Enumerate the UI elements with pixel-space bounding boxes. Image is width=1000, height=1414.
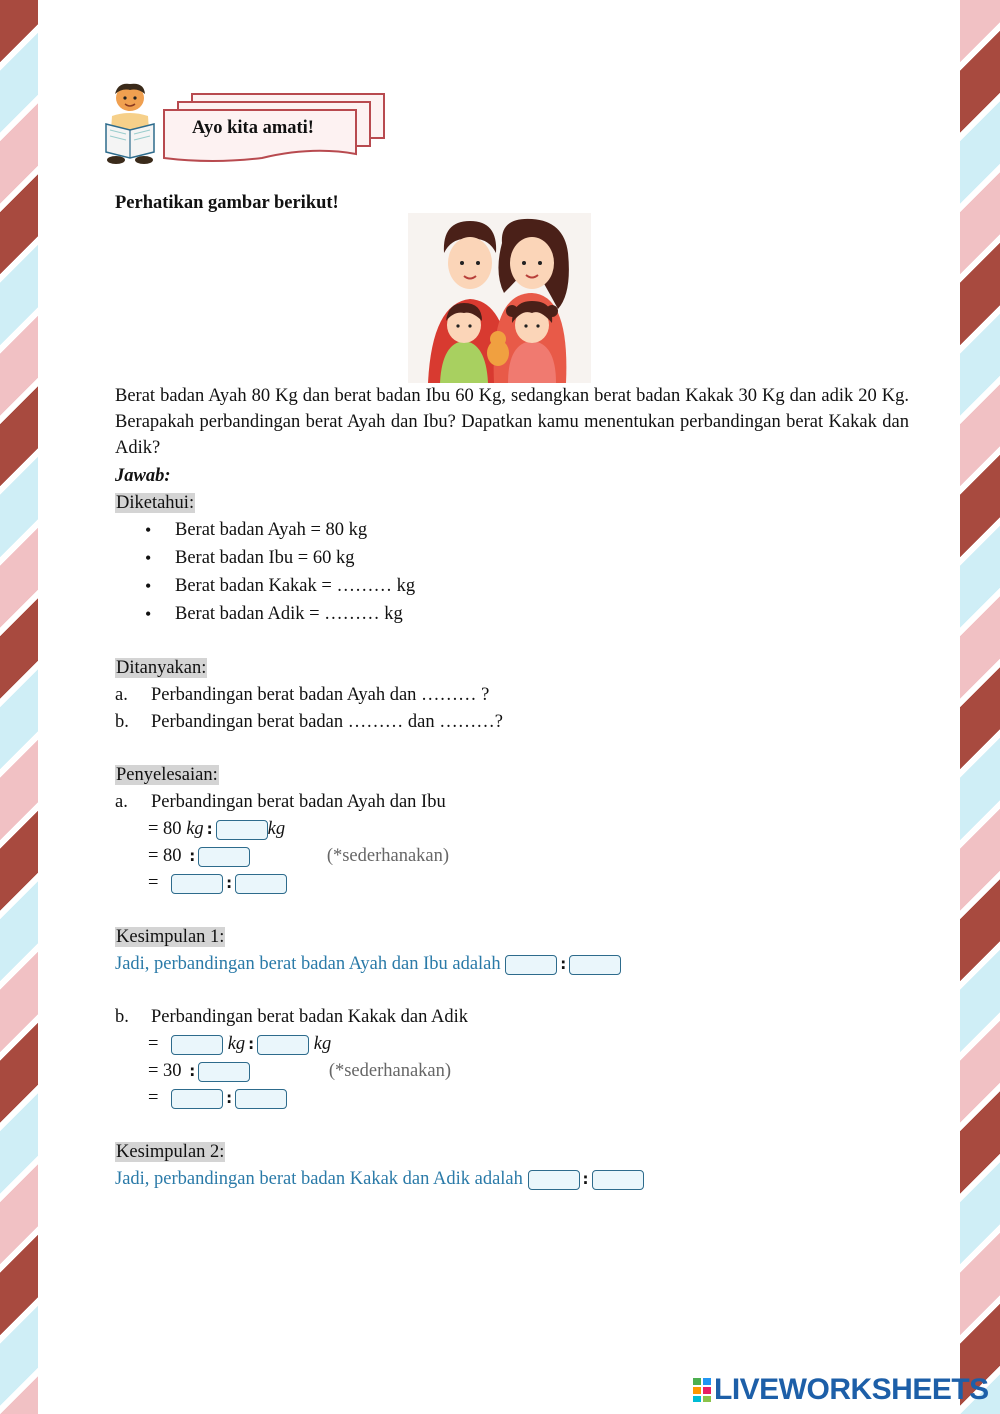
- answer-input[interactable]: [257, 1035, 309, 1055]
- family-illustration: [408, 213, 591, 383]
- penyelesaian-a-text: Perbandingan berat badan Ayah dan Ibu: [151, 792, 446, 812]
- penyelesaian-b-text: Perbandingan berat badan Kakak dan Adik: [151, 1007, 468, 1027]
- answer-input[interactable]: [528, 1170, 580, 1190]
- ditanyakan-b-text: Perbandingan berat badan ……… dan ………?: [151, 712, 503, 732]
- answer-input[interactable]: [198, 847, 250, 867]
- penyelesaian-heading: Penyelesaian:: [116, 765, 218, 785]
- liveworksheets-logo-icon: [693, 1378, 711, 1402]
- kesimpulan2-heading: Kesimpulan 2:: [116, 1142, 225, 1162]
- diketahui-list: [115, 516, 415, 628]
- simplify-note: (*sederhanakan): [326, 846, 450, 866]
- equation-a-line-2: = 80 : (*sederhanakan): [148, 846, 450, 866]
- answer-input[interactable]: [569, 955, 621, 975]
- equation-b-line-1: = kg : kg: [148, 1034, 332, 1054]
- answer-input[interactable]: [235, 874, 287, 894]
- answer-input[interactable]: [235, 1089, 287, 1109]
- penyelesaian-a-label: a.: [115, 792, 128, 812]
- right-stripe-border: [960, 0, 1000, 1414]
- kesimpulan1-heading: Kesimpulan 1:: [116, 927, 225, 947]
- list-item: • Berat badan Adik = ……… kg: [115, 600, 415, 628]
- jawab-label: Jawab:: [115, 466, 171, 486]
- penyelesaian-b-label: b.: [115, 1007, 129, 1027]
- ditanyakan-a-text: Perbandingan berat badan Ayah dan ……… ?: [151, 685, 490, 705]
- answer-input[interactable]: [216, 820, 268, 840]
- ditanyakan-b-label: b.: [115, 712, 129, 732]
- answer-input[interactable]: [171, 1089, 223, 1109]
- answer-input[interactable]: [592, 1170, 644, 1190]
- liveworksheets-brand: LIVEWORKSHEETS: [714, 1373, 989, 1406]
- problem-paragraph: Berat badan Ayah 80 Kg dan berat badan Ibu 60 Kg, sedangkan berat badan Kakak 30 Kg dan adik 20 Kg. Berapakah perbandingan berat Ayah dan Ibu? Dapatkan kamu menentukan perbandingan berat Kakak dan Adik?: [115, 386, 909, 458]
- equation-b-line-3: = :: [148, 1085, 287, 1111]
- list-item: • Berat badan Ayah = 80 kg: [115, 516, 415, 544]
- left-stripe-border: [0, 0, 38, 1414]
- answer-input[interactable]: [171, 874, 223, 894]
- list-item: • Berat badan Ibu = 60 kg: [115, 544, 415, 572]
- kesimpulan1-line: Jadi, perbandingan berat badan Ayah dan Ibu adalah :: [115, 951, 621, 977]
- ditanyakan-heading: Ditanyakan:: [116, 658, 207, 678]
- reading-boy-illustration: [100, 80, 160, 166]
- simplify-note: (*sederhanakan): [328, 1061, 452, 1081]
- banner-title: Ayo kita amati!: [192, 118, 314, 138]
- diketahui-heading: Diketahui:: [116, 493, 195, 513]
- equation-a-line-1: = 80 kg : kg: [148, 819, 286, 839]
- answer-input[interactable]: [171, 1035, 223, 1055]
- equation-a-line-3: = :: [148, 870, 287, 896]
- kesimpulan2-line: Jadi, perbandingan berat badan Kakak dan Adik adalah :: [115, 1166, 644, 1192]
- instruction-text: Perhatikan gambar berikut!: [115, 193, 339, 213]
- ditanyakan-a-label: a.: [115, 685, 128, 705]
- answer-input[interactable]: [505, 955, 557, 975]
- equation-b-line-2: = 30 : (*sederhanakan): [148, 1061, 452, 1081]
- answer-input[interactable]: [198, 1062, 250, 1082]
- list-item: • Berat badan Kakak = ……… kg: [115, 572, 415, 600]
